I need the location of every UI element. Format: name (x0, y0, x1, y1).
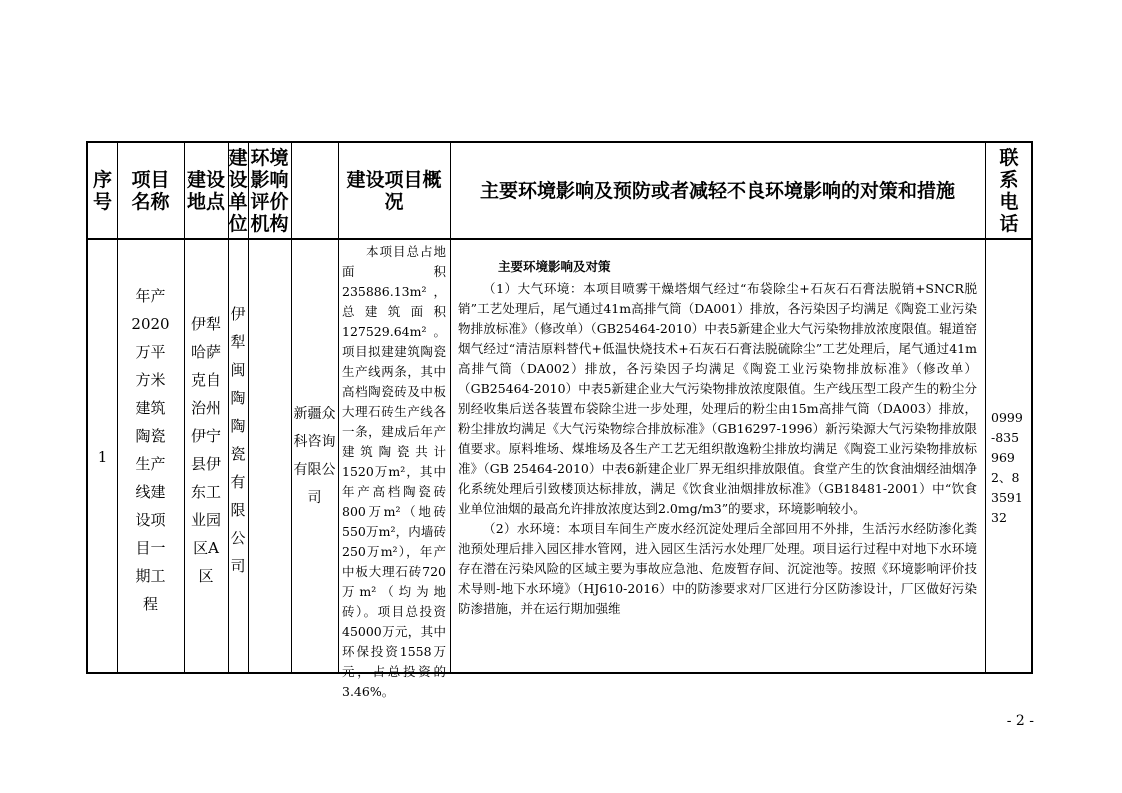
impacts-water: （2）水环境：本项目车间生产废水经沉淀处理后全部回用不外排，生活污水经防渗化粪池预处理后排入园区排水管网，进入园区生活污水处理厂处理。项目运行过程中对地下水环境存在潜在污染风险的区域主要为事故应急池、危废暂存间、沉淀池等。按照《环境影响评价技术导则-地下水环境》（HJ610-2016）中的防渗要求对厂区进行分区防渗设计，厂区做好污染防渗措施，并在运行期加强维 (458, 521, 977, 616)
header-seq: 序号 (92, 168, 112, 213)
impacts-subtitle: 主要环境影响及对策 (498, 259, 611, 274)
row-phone: 0999-8359692、8359132 (991, 410, 1023, 525)
row-overview: 本项目总占地面积235886.13m²，总建筑面积127529.64m²。项目拟建建筑陶瓷生产线两条，其中高档陶瓷砖及中板大理石砖生产线各一条，建成后年产建筑陶瓷共计1520万m²，其中年产高档陶瓷砖800万m²（地砖550万m²，内墙砖250万m²），年产中板大理石砖720万m²（均为地砖）。项目总投资45000万元，其中环保投资1558万元，占总投资的3.46%。 (342, 244, 446, 699)
header-location: 建设地点 (186, 168, 225, 213)
header-phone: 联系电话 (999, 146, 1019, 235)
page-number: - 2 - (1006, 713, 1034, 729)
header-eia-agency: 环境影响评价机构 (250, 146, 289, 235)
header-overview: 建设项目概况 (346, 168, 442, 213)
row-unit: 伊犁闽陶陶瓷有限公司 (230, 305, 246, 575)
eia-table (86, 141, 1033, 699)
header-project-name: 项目名称 (131, 168, 170, 213)
row-project-name: 年产2020万平方米建筑陶瓷生产线建设项目一期工程 (131, 287, 170, 613)
header-unit: 建设单位 (228, 146, 248, 235)
impacts-atmosphere: （1）大气环境：本项目喷雾干燥塔烟气经过“布袋除尘+石灰石石膏法脱销+SNCR脱销”工艺处理后，尾气通过41m高排气筒（DA001）排放，各污染因子均满足《陶瓷工业污染物排放标准》（修改单）（GB25464-2010）中表5新建企业大气污染物排放浓度限值。辊道窑烟气经过“清洁原料替代+低温快烧技术+石灰石石膏法脱硫除尘”工艺处理后，尾气通过41m高排气筒（DA002）排放，各污染因子均满足《陶瓷工业污染物排放标准》（修改单）（GB25464-2010）中表5新建企业大气污染物排放浓度限值。生产线压型工段产生的粉尘分别经收集后送各装置布袋除尘进一步处理，处理后的粉尘由15m高排气筒（DA003）排放，粉尘排放均满足《大气污染物综合排放标准》（GB16297-1996）新污染源大气污染物排放限值要求。原料堆场、煤堆场及各生产工艺无组织散逸粉尘排放均满足《陶瓷工业污染物排放标准》（GB 25464-2010）中表6新建企业厂界无组织排放限值。食堂产生的饮食油烟经油烟净化系统处理后引致楼顶达标排放，满足《饮食业油烟排放标准》（GB18481-2001）中“饮食业单位油烟的最高允许排放浓度达到2.0mg/m3”的要求，环境影响较小。 (458, 281, 977, 516)
row-eia-agency: 新疆众科咨询有限公司 (293, 406, 336, 506)
row-impacts (450, 240, 985, 674)
row-seq: 1 (97, 448, 108, 466)
row-location: 伊犁哈萨克自治州伊宁县伊东工业园区A区 (190, 315, 221, 585)
header-impacts: 主要环境影响及预防或者减轻不良环境影响的对策和措施 (479, 179, 955, 202)
